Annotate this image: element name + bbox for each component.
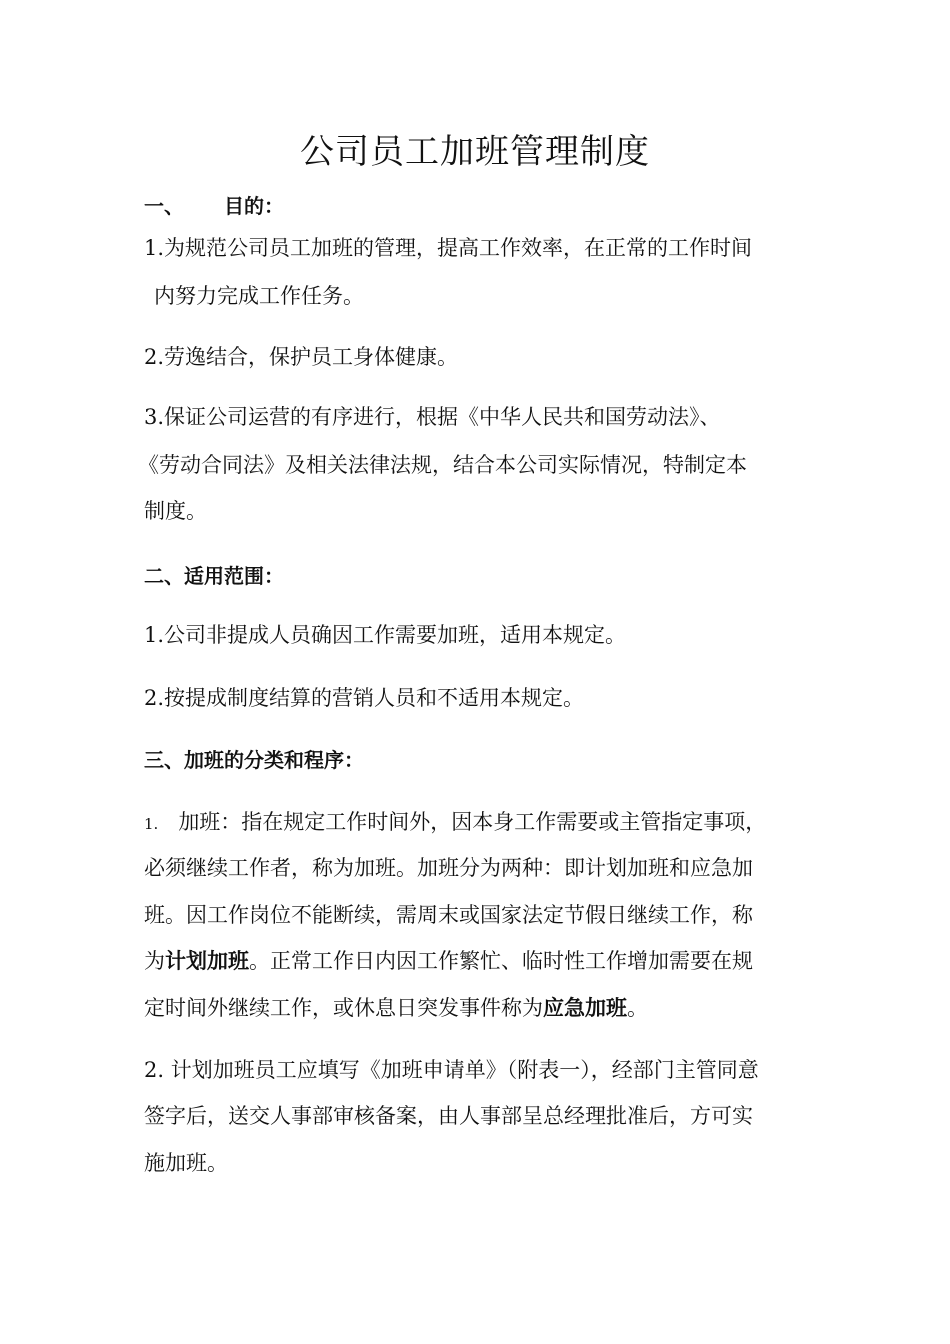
section-3-para-1-line-4	[144, 946, 814, 976]
section-1-para-3-line-2: 《劳动合同法》及相关法律法规，结合本公司实际情况，特制定本	[138, 453, 747, 477]
section-3-heading: 三、加班的分类和程序：	[144, 748, 364, 772]
section-1-para-3-line-1: 3.保证公司运营的有序进行，根据《中华人民共和国劳动法》、	[144, 405, 721, 429]
section-1-title: 目的：	[224, 194, 284, 218]
section-3-para-1-line-5	[144, 993, 814, 1023]
section-3-para-2-line-3: 施加班。	[144, 1151, 228, 1175]
section-2-heading: 二、适用范围：	[144, 564, 284, 588]
section-1-para-1-line-2: 内努力完成工作任务。	[154, 284, 364, 308]
section-1-para-3-line-3: 制度。	[144, 499, 207, 523]
section-2-para-2: 2.按提成制度结算的营销人员和不适用本规定。	[144, 686, 585, 710]
section-1-para-1-line-1: 1.为规范公司员工加班的管理，提高工作效率，在正常的工作时间	[144, 236, 753, 260]
planned-overtime-term: 计划加班	[165, 949, 249, 973]
section-3-para-1-line-5-post: 。	[627, 996, 648, 1020]
section-3-para-1-line-2: 必须继续工作者，称为加班。加班分为两种：即计划加班和应急加	[144, 856, 753, 880]
section-3-para-1-line-1-text: 加班：指在规定工作时间外，因本身工作需要或主管指定事项，	[178, 810, 767, 834]
section-3-para-1-line-1	[144, 807, 814, 839]
section-3-para-2-line-1: 2. 计划加班员工应填写《加班申请单》（附表一），经部门主管同意	[144, 1058, 759, 1082]
section-1-heading	[144, 191, 814, 221]
section-3-para-2-line-2: 签字后，送交人事部审核备案，由人事部呈总经理批准后，方可实	[144, 1104, 753, 1128]
section-1-number: 一、	[144, 194, 184, 218]
section-3-para-1-line-5-pre: 定时间外继续工作，或休息日突发事件称为	[144, 996, 543, 1020]
section-3-para-1-number: 1.	[144, 815, 159, 833]
section-1-para-2: 2.劳逸结合，保护员工身体健康。	[144, 345, 459, 369]
section-2-para-1: 1.公司非提成人员确因工作需要加班，适用本规定。	[144, 623, 627, 647]
section-3-para-1-line-4-post: 。正常工作日内因工作繁忙、临时性工作增加需要在规	[249, 949, 753, 973]
section-3-para-1-line-4-pre: 为	[144, 949, 165, 973]
document-title: 公司员工加班管理制度	[300, 132, 650, 172]
section-3-para-1-line-3: 班。因工作岗位不能断续，需周末或国家法定节假日继续工作，称	[144, 903, 753, 927]
emergency-overtime-term: 应急加班	[543, 996, 627, 1020]
